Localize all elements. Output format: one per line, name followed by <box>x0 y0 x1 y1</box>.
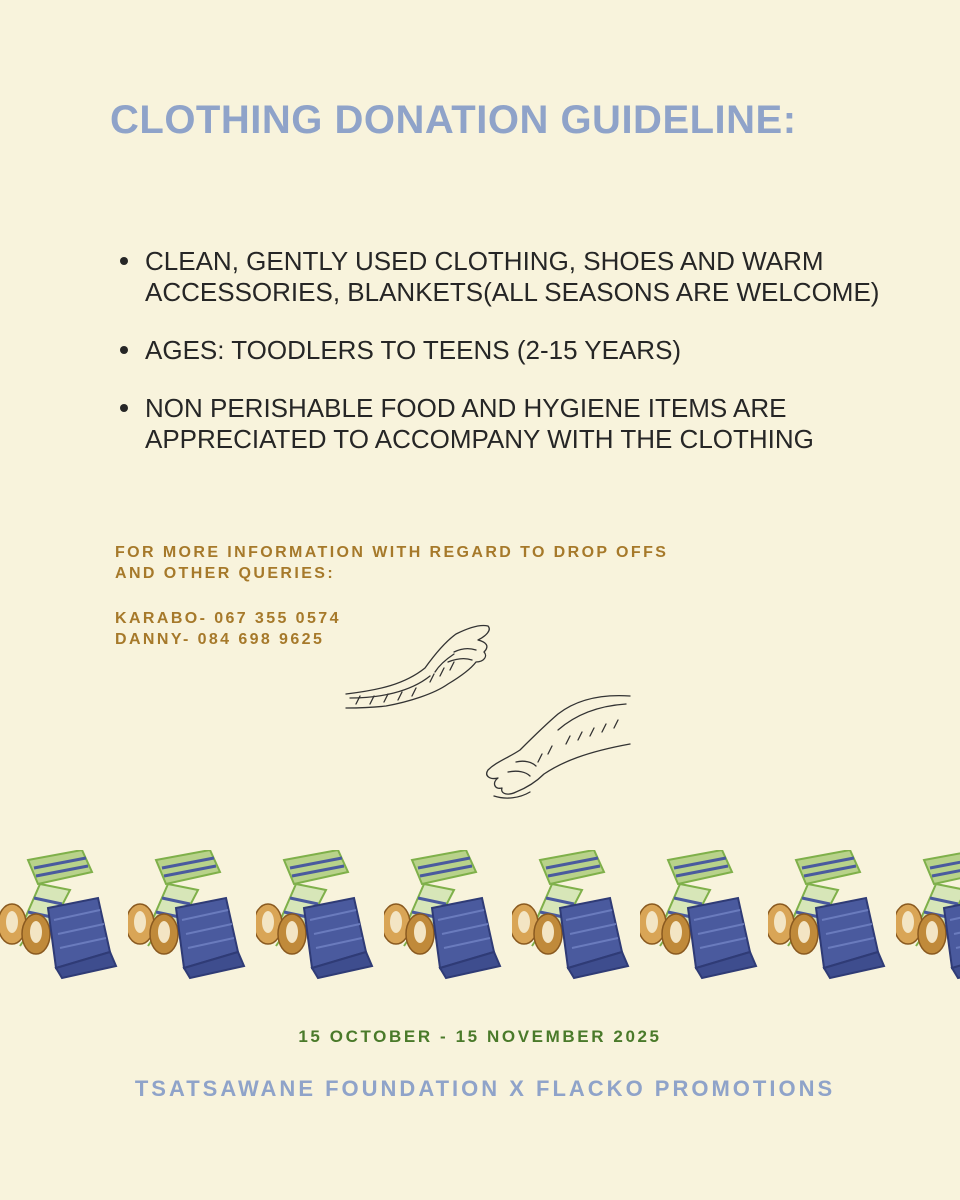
clothing-bundle-icon <box>0 850 120 980</box>
contact-intro-line: FOR MORE INFORMATION WITH REGARD TO DROP OFFS <box>115 544 669 561</box>
hands-icon <box>330 612 640 812</box>
bullet-dot-icon <box>120 257 128 265</box>
event-dates: 15 OCTOBER - 15 NOVEMBER 2025 <box>298 1027 662 1046</box>
guideline-item-food <box>118 393 908 455</box>
clothing-bundle-icon <box>128 850 248 980</box>
bullet-dot-icon <box>120 346 128 354</box>
contact-karabo: KARABO- 067 355 0574 <box>115 610 341 627</box>
guideline-item-clothing <box>118 246 908 308</box>
guideline-text: NON PERISHABLE FOOD AND HYGIENE ITEMS ARE APPRECIATED TO ACCOMPANY WITH THE CLOTHING <box>145 393 814 454</box>
bullet-dot-icon <box>120 404 128 412</box>
guideline-list <box>118 246 908 482</box>
guideline-text: AGES: TOODLERS TO TEENS (2-15 YEARS) <box>145 335 682 365</box>
guideline-text: CLEAN, GENTLY USED CLOTHING, SHOES AND WARM ACCESSORIES, BLANKETS(ALL SEASONS ARE WELCOME) <box>145 246 880 307</box>
clothing-bundle-icon <box>640 850 760 980</box>
clothing-bundle-icon <box>896 850 960 980</box>
organizers: TSATSAWANE FOUNDATION X FLACKO PROMOTIONS <box>134 1076 836 1101</box>
contact-intro-line: AND OTHER QUERIES: <box>115 565 336 582</box>
clothing-bundle-icon <box>768 850 888 980</box>
clothing-bundle-icon <box>256 850 376 980</box>
giving-hands-illustration <box>330 612 640 817</box>
clothing-illustration-strip <box>0 850 960 980</box>
clothing-bundle-icon <box>512 850 632 980</box>
contact-danny: DANNY- 084 698 9625 <box>115 631 325 648</box>
guideline-item-ages <box>118 335 908 366</box>
page-title: CLOTHING DONATION GUIDELINE: <box>110 98 797 142</box>
clothing-bundle-icon <box>384 850 504 980</box>
